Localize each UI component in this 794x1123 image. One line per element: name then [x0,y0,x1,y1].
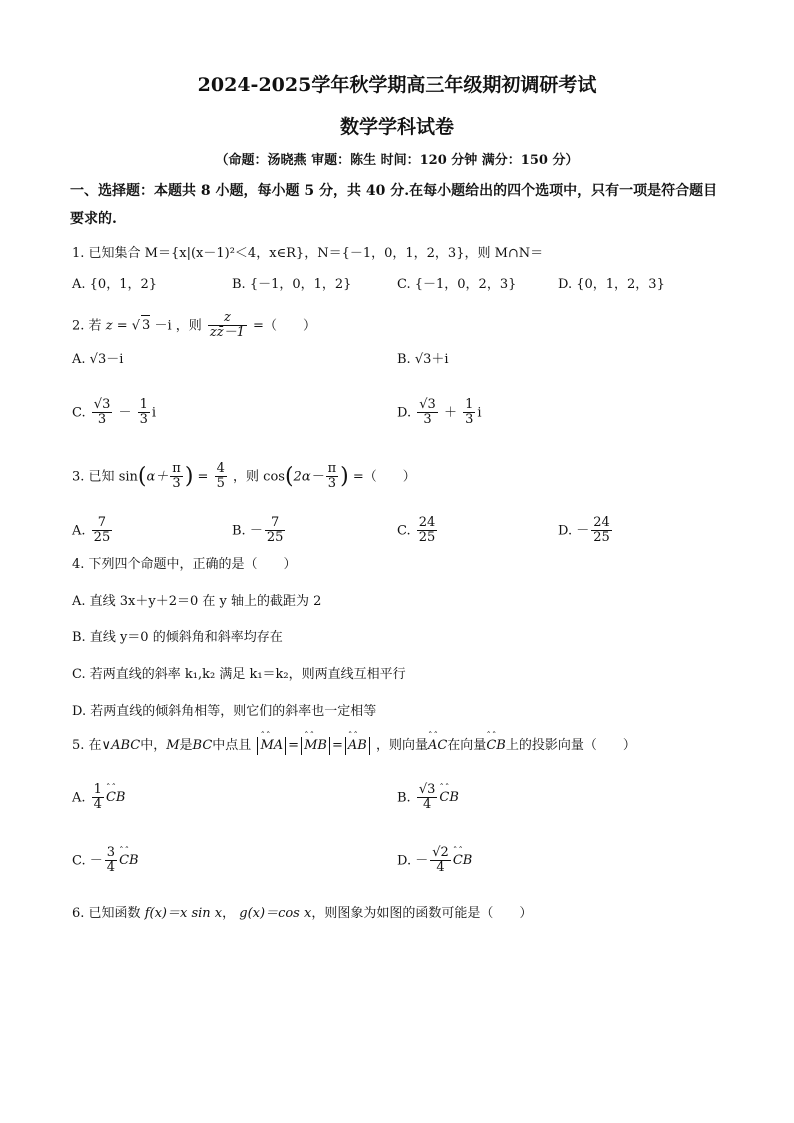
q2-radicand: 3 [141,315,150,336]
sqrt-symbol-icon: √ [93,397,103,412]
q5-option-a: A. $\frac{1}{4}$ ˆˆ CB [72,783,125,813]
q2-fraction: $\frac{z}{zz̄-1}$ [209,310,245,341]
q3-option-c: C. $\frac{24}{25}$ [397,515,436,546]
exam-title: 2024-2025学年秋学期高三年级期初调研考试 [197,74,597,96]
sqrt-symbol-icon: √ [419,397,428,412]
question-3-stem: 3. 已知 sin(α＋ $\frac{\pi}{3}$ ) = $\frac{4}{5}$ ，则 cos(2α－ $\frac{\pi}{3}$ ) =（ ） [72,461,416,492]
exam-meta: （命题：汤晓燕 审题：陈生 时间：120 分钟 满分：150 分） [215,153,579,168]
sqrt-symbol-icon: √ [131,318,141,334]
sqrt-symbol-icon: √ [89,352,98,367]
question-2-stem [72,311,316,341]
q5-option-b: B. $\frac{√3}{4}$ ˆˆ CB [397,783,459,813]
q4-option-c: C. 若两直线的斜率 k₁,k₂ 满足 k₁＝k₂，则两直线互相平行 [72,667,406,682]
q3-option-d: D. － $\frac{24}{25}$ [558,515,610,546]
q2-then: ，则 [175,318,202,334]
sqrt-symbol-icon: √ [414,352,424,367]
q3-option-b: B. － $\frac{7}{25}$ [232,515,284,546]
question-5-stem: 5. 在∨ABC中，M是BC中点且 ˆˆ MA =ˆˆ MB =ˆˆ AB ，则向量ˆˆ AC在向量ˆˆ CB上的投影向量（ ） [72,736,636,756]
q2-tail: =（ ） [253,318,316,334]
q1-option-d: D. {0，1，2，3} [558,277,665,292]
sqrt-symbol-icon: √ [418,782,428,797]
q4-option-b: B. 直线 y＝0 的倾斜角和斜率均存在 [72,630,283,645]
q5-option-d: D. － $\frac{√2}{4}$ ˆˆ CB [397,846,472,876]
q2-z: z [105,318,113,334]
q2-eq: = [116,318,128,334]
q2-number: 2. 若 [72,318,102,334]
q2-option-c: C. $\frac{√3}{3}$ － $\frac{1}{3}$ i [72,397,157,428]
q3-option-a: A. $\frac{7}{25}$ [72,515,111,546]
question-1-stem: 1. 已知集合 M＝{x|(x－1)²＜4，x∈R}，N＝{－1，0，1，2，3}，则 M∩N＝ [72,246,544,261]
q1-option-c: C. {－1，0，2，3} [397,277,517,292]
q1-option-b: B. {－1，0，1，2} [232,277,352,292]
q2-option-b: B. √3＋i [397,352,449,367]
q5-option-c: C. － $\frac{3}{4}$ ˆˆ CB [72,846,139,876]
section-1-title: 一、选择题：本题共 8 小题，每小题 5 分，共 40 分.在每小题给出的四个选项中，只有一项是符合题目要求的. [70,183,718,227]
q2-option-d: D. $\frac{√3}{3}$ ＋ $\frac{1}{3}$ i [397,397,482,428]
exam-subtitle: 数学学科试卷 [339,116,454,138]
q2-minus-i: －i [154,318,172,334]
question-4-stem: 4. 下列四个命题中，正确的是（ ） [72,557,297,572]
q1-option-a: A. {0，1，2} [72,277,158,292]
q4-option-a: A. 直线 3x＋y＋2＝0 在 y 轴上的截距为 2 [72,594,322,609]
q4-option-d: D. 若两直线的倾斜角相等，则它们的斜率也一定相等 [72,704,377,719]
sqrt-symbol-icon: √ [432,845,441,860]
q2-option-a: A. √3－i [72,352,124,367]
question-6-stem: 6. 已知函数 f(x)＝x sin x， g(x)＝cos x，则图象为如图的函数可能是（ ） [72,906,533,921]
